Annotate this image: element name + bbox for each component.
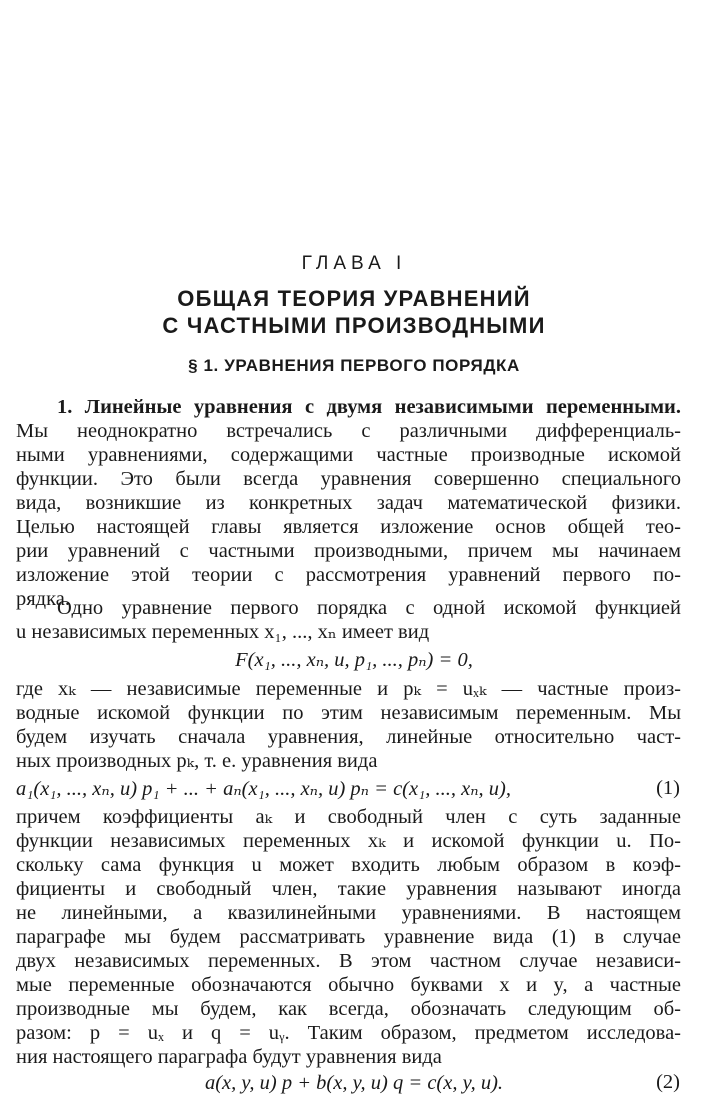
paragraph-line: фициенты и свободный член, такие уравнения называют иногда (16, 878, 681, 900)
paragraph-line: производные мы будем, как всегда, обозначать следующим об- (16, 998, 681, 1020)
equation-2-number: (2) (656, 1071, 680, 1093)
paragraph-line: параграфе мы будем рассматривать уравнение вида (1) в случае (16, 926, 681, 948)
section-heading: § 1. УРАВНЕНИЯ ПЕРВОГО ПОРЯДКА (188, 356, 520, 375)
paragraph-line: скольку сама функция u может входить любым образом в коэф- (16, 854, 681, 876)
equation-1-number: (1) (656, 777, 680, 799)
paragraph-line: функции. Это были всегда уравнения совершенно специального (16, 468, 681, 490)
paragraph-line: Мы неоднократно встречались с различными дифференциаль- (16, 420, 681, 442)
paragraph-line: разом: p = uₓ и q = uᵧ. Таким образом, предметом исследова- (16, 1022, 681, 1044)
equation-1: a₁(x₁, ..., xₙ, u) p₁ + ... + aₙ(x₁, ..., xₙ, u) pₙ = c(x₁, ..., xₙ, u), (16, 778, 511, 800)
paragraph-line: рии уравнений с частными производными, причем мы начинаем (16, 540, 681, 562)
paragraph-line: не линейными, а квазилинейными уравнениями. В настоящем (16, 902, 681, 924)
paragraph-line: ния настоящего параграфа будут уравнения вида (16, 1046, 442, 1068)
paragraph-line: будем изучать сначала уравнения, линейные относительно част- (16, 726, 681, 748)
chapter-heading: ГЛАВА I (301, 253, 407, 274)
paragraph-line: двух независимых переменных. В этом частном случае независи- (16, 950, 681, 972)
paragraph-line: причем коэффициенты aₖ и свободный член c суть заданные (16, 806, 681, 828)
chapter-title-line-1: ОБЩАЯ ТЕОРИЯ УРАВНЕНИЙ (177, 286, 531, 311)
paragraph-line: Одно уравнение первого порядка с одной искомой функцией (57, 597, 681, 619)
paragraph-line: функции независимых переменных xₖ и искомой функции u. По- (16, 830, 681, 852)
paragraph-line: водные искомой функции по этим независимым переменным. Мы (16, 702, 681, 724)
paragraph-line: где xₖ — независимые переменные и pₖ = uₓₖ — частные произ- (16, 678, 681, 700)
paragraph-line: вида, возникшие из конкретных задач математической физики. (16, 492, 681, 514)
chapter-title-line-2: С ЧАСТНЫМИ ПРОИЗВОДНЫМИ (162, 313, 546, 338)
paragraph-line: ными уравнениями, содержащими частные производные искомой (16, 444, 681, 466)
paragraph-line: рядка. (16, 588, 70, 610)
paragraph-line: Целью настоящей главы является изложение основ общей тео- (16, 516, 681, 538)
equation-general: F(x₁, ..., xₙ, u, p₁, ..., pₙ) = 0, (235, 649, 473, 671)
paragraph-line: u независимых переменных x₁, ..., xₙ имеет вид (16, 621, 430, 643)
paragraph-line: изложение этой теории с рассмотрения уравнений первого по- (16, 564, 681, 586)
subsection-heading: 1. Линейные уравнения с двумя независимыми переменными. (57, 396, 681, 418)
paragraph-line: ных производных pₖ, т. е. уравнения вида (16, 750, 378, 772)
paragraph-line: мые переменные обозначаются обычно буквами x и y, а частные (16, 974, 681, 996)
equation-2: a(x, y, u) p + b(x, y, u) q = c(x, y, u). (204, 1072, 504, 1094)
